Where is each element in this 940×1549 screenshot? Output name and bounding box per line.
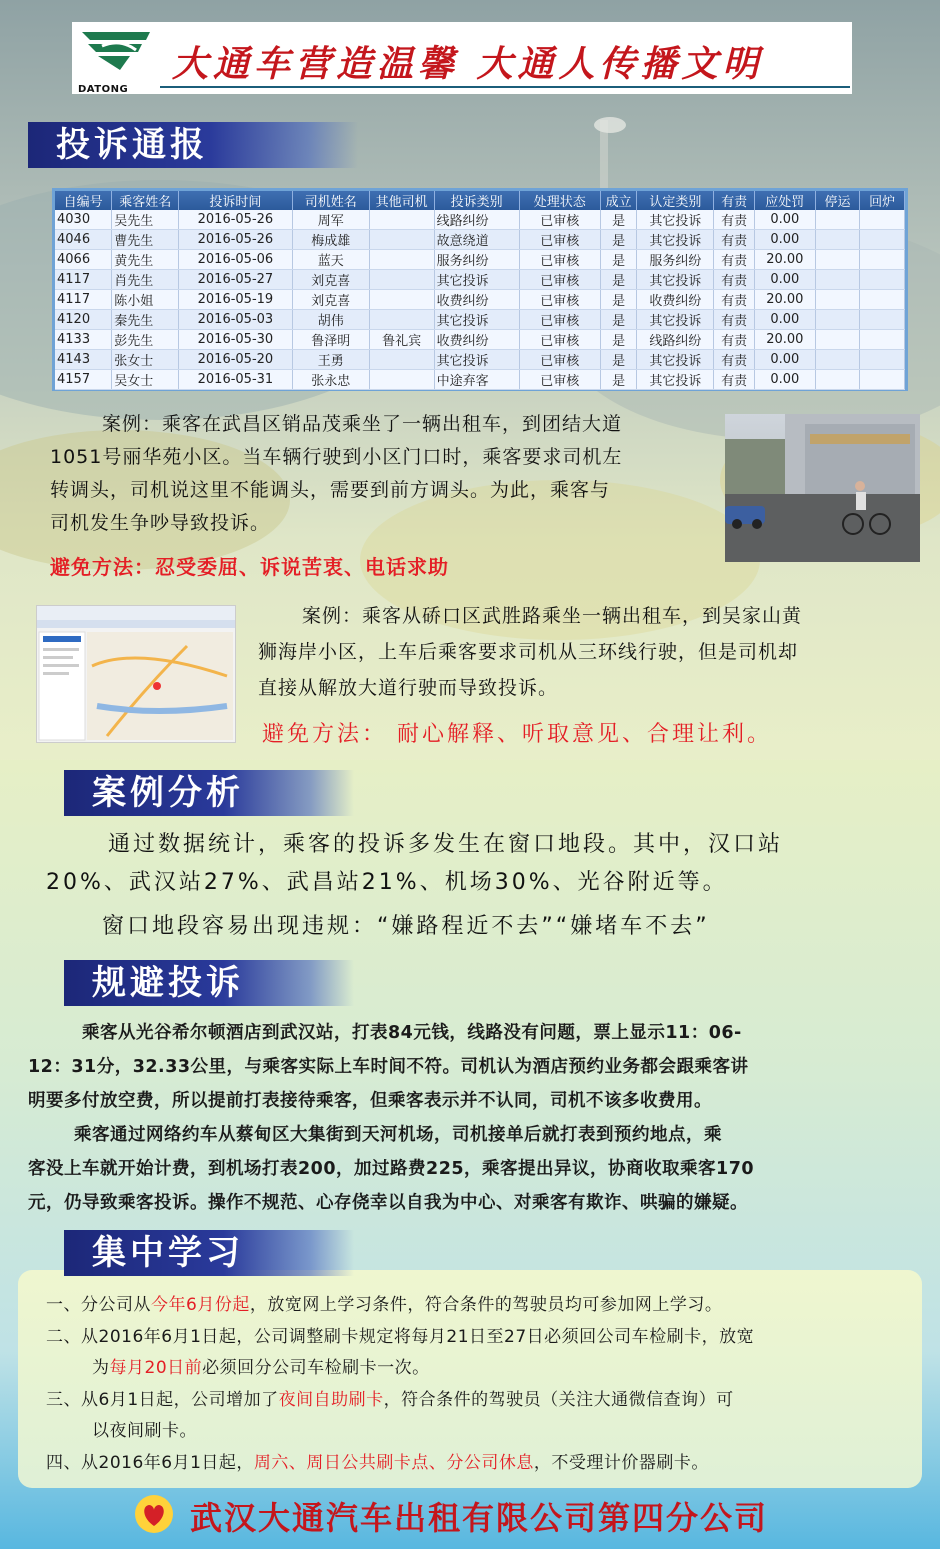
table-cell: 收费纠纷 [434,290,519,310]
table-row [55,230,905,250]
table-cell: 2016-05-26 [179,230,293,250]
table-cell: 秦先生 [112,310,179,330]
case1-line: 司机发生争吵导致投诉。 [50,512,271,534]
study-highlight: 今年6月份起 [151,1295,250,1315]
study-item-4 [46,1448,916,1480]
table-cell: 4117 [55,270,112,290]
header-slogan: 大通车营造温馨 大通人传播文明 [172,43,764,85]
table-cell: 2016-05-03 [179,310,293,330]
table-cell: 梅成雄 [292,230,369,250]
table-row [55,210,905,230]
complaint-table [52,188,908,391]
table-cell [860,290,905,310]
table-cell: 0.00 [754,350,815,370]
table-row [55,330,905,350]
study-highlight: 夜间自助刷卡 [278,1389,384,1410]
study-text: ，符合条件的驾驶员（关注大通微信查询）可 [383,1389,734,1410]
table-cell: 是 [600,330,636,350]
table-column-header: 司机姓名 [292,191,369,210]
study-highlight: 周六、周日公共刷卡点、分公司休息 [253,1452,534,1473]
table-cell [860,310,905,330]
table-cell: 20.00 [754,330,815,350]
table-cell: 是 [600,350,636,370]
study-item-2-cont [46,1353,916,1385]
company-emblem-icon [134,1494,174,1534]
table-cell [369,350,434,370]
table-cell: 0.00 [754,310,815,330]
table-column-header: 投诉时间 [179,191,293,210]
table-cell: 已审核 [519,350,600,370]
table-cell: 吴先生 [112,210,179,230]
table-cell [860,210,905,230]
table-cell: 已审核 [519,270,600,290]
avoid-line: 明要多付放空费，所以提前打表接待乘客，但乘客表示并不认同，司机不该多收费用。 [28,1091,712,1111]
study-text: 三、从6月1日起，公司增加了 [46,1389,279,1410]
analysis-line: 窗口地段容易出现违规：“嫌路程近不去”“嫌堵车不去” [102,914,710,939]
table-cell: 蓝天 [292,250,369,270]
table-cell: 其它投诉 [637,230,714,250]
table-cell: 4157 [55,370,112,390]
study-item-3-cont [46,1416,916,1448]
table-row [55,250,905,270]
avoid-line: 乘客从光谷希尔顿酒店到武汉站，打表84元钱，线路没有问题，票上显示11：06- [82,1023,742,1043]
study-item-3 [46,1385,916,1417]
table-cell: 故意绕道 [434,230,519,250]
table-cell: 4143 [55,350,112,370]
avoid-line: 客没上车就开始计费，到机场打表200，加过路费225，乘客提出异议，协商收取乘客170 [28,1159,755,1179]
table-cell: 其它投诉 [434,270,519,290]
table-cell: 有责 [714,210,755,230]
table-cell: 吴女士 [112,370,179,390]
table-cell: 有责 [714,310,755,330]
table-cell: 已审核 [519,250,600,270]
table-cell [860,270,905,290]
table-cell: 已审核 [519,210,600,230]
analysis-line: 20%、武汉站27%、武昌站21%、机场30%、光谷附近等。 [46,870,728,895]
table-cell [815,230,860,250]
table-cell: 2016-05-31 [179,370,293,390]
table-column-header: 投诉类别 [434,191,519,210]
case2-line: 案例：乘客从硚口区武胜路乘坐一辆出租车，到吴家山黄 [302,605,803,627]
table-column-header: 自编号 [55,191,112,210]
table-column-header: 乘客姓名 [112,191,179,210]
footer-company-name: 武汉大通汽车出租有限公司第四分公司 [190,1499,769,1537]
table-cell: 2016-05-19 [179,290,293,310]
table-cell: 其它投诉 [637,370,714,390]
avoid-line: 12：31分，32.33公里，与乘客实际上车时间不符。司机认为酒店预约业务都会跟乘客讲 [28,1057,749,1077]
study-item-1 [46,1290,916,1322]
table-row [55,350,905,370]
table-cell: 服务纠纷 [434,250,519,270]
study-text: 为 [92,1358,110,1378]
table-column-header: 其他司机 [369,191,434,210]
study-item-2 [46,1322,916,1354]
case2-tip: 避免方法： 耐心解释、听取意见、合理让利。 [262,722,772,747]
table-cell: 服务纠纷 [637,250,714,270]
table-row [55,290,905,310]
study-text: 必须回分公司车检刷卡一次。 [202,1358,430,1378]
street-photo [725,414,920,562]
table-cell: 鲁泽明 [292,330,369,350]
table-row [55,310,905,330]
table-cell: 是 [600,230,636,250]
table-cell: 20.00 [754,290,815,310]
table-cell: 已审核 [519,230,600,250]
map-screenshot [36,605,236,743]
table-cell: 线路纠纷 [637,330,714,350]
table-cell [860,250,905,270]
table-cell: 4117 [55,290,112,310]
table-cell [860,370,905,390]
table-column-header: 成立 [600,191,636,210]
table-cell: 刘克喜 [292,270,369,290]
table-cell: 线路纠纷 [434,210,519,230]
table-cell: 4120 [55,310,112,330]
table-cell: 20.00 [754,250,815,270]
study-text: 以夜间刷卡。 [92,1421,197,1441]
table-cell: 黄先生 [112,250,179,270]
table-column-header: 处理状态 [519,191,600,210]
table-cell [815,210,860,230]
table-cell [860,330,905,350]
table-cell: 刘克喜 [292,290,369,310]
table-cell: 4133 [55,330,112,350]
table-cell: 0.00 [754,370,815,390]
table-cell: 有责 [714,250,755,270]
table-cell: 有责 [714,290,755,310]
table-column-header: 认定类别 [637,191,714,210]
study-text: 四、从2016年6月1日起， [46,1452,254,1473]
table-row [55,270,905,290]
table-cell: 有责 [714,230,755,250]
case1-line: 案例：乘客在武昌区销品茂乘坐了一辆出租车，到团结大道 [102,413,623,435]
datong-logo-icon [80,28,152,72]
table-cell: 有责 [714,370,755,390]
table-cell: 其它投诉 [637,270,714,290]
section-title-complaints: 投诉通报 [28,122,358,168]
table-cell: 收费纠纷 [434,330,519,350]
table-cell: 其它投诉 [637,310,714,330]
table-cell: 2016-05-06 [179,250,293,270]
case1-line: 1051号丽华苑小区。当车辆行驶到小区门口时，乘客要求司机左 [50,446,623,468]
table-cell [815,250,860,270]
study-text: 一、分公司从 [46,1295,151,1315]
table-cell: 已审核 [519,290,600,310]
avoid-line: 乘客通过网络约车从蔡甸区大集街到天河机场，司机接单后就打表到预约地点，乘 [74,1125,722,1145]
case1-tip: 避免方法：忍受委屈、诉说苦衷、电话求助 [50,555,449,579]
table-cell [860,230,905,250]
avoid-line: 元，仍导致乘客投诉。操作不规范、心存侥幸以自我为中心、对乘客有欺诈、哄骗的嫌疑。 [28,1193,748,1213]
table-cell [860,350,905,370]
table-column-header: 回炉 [860,191,905,210]
table-cell [369,230,434,250]
table-column-header: 有责 [714,191,755,210]
table-cell: 是 [600,290,636,310]
table-cell: 4066 [55,250,112,270]
table-cell: 0.00 [754,210,815,230]
study-text: ，不受理计价器刷卡。 [533,1452,709,1473]
table-cell [369,250,434,270]
table-cell: 0.00 [754,230,815,250]
case2-line: 直接从解放大道行驶而导致投诉。 [258,677,559,699]
table-cell [815,330,860,350]
table-cell [815,290,860,310]
table-cell: 张女士 [112,350,179,370]
study-highlight: 每月20日前 [109,1358,203,1378]
table-cell: 中途弃客 [434,370,519,390]
table-cell: 有责 [714,350,755,370]
table-column-header: 停运 [815,191,860,210]
table-cell: 王勇 [292,350,369,370]
table-cell [369,310,434,330]
table-cell: 4046 [55,230,112,250]
table-cell: 其它投诉 [637,350,714,370]
table-cell: 是 [600,370,636,390]
table-cell: 有责 [714,270,755,290]
table-cell: 2016-05-26 [179,210,293,230]
analysis-line: 通过数据统计，乘客的投诉多发生在窗口地段。其中，汉口站 [108,832,784,857]
table-cell [369,290,434,310]
table-cell: 有责 [714,330,755,350]
case2-line: 狮海岸小区，上车后乘客要求司机从三环线行驶，但是司机却 [258,641,799,663]
table-cell: 收费纠纷 [637,290,714,310]
table-header-row [55,191,905,210]
table-column-header: 应处罚 [754,191,815,210]
table-cell: 是 [600,270,636,290]
section-title-analysis: 案例分析 [64,770,354,816]
table-cell: 2016-05-30 [179,330,293,350]
case1-text [50,408,722,540]
table-cell: 彭先生 [112,330,179,350]
table-cell: 胡伟 [292,310,369,330]
table-cell: 周军 [292,210,369,230]
table-cell: 张永忠 [292,370,369,390]
table-cell: 已审核 [519,330,600,350]
analysis-text [46,826,916,946]
table-cell: 是 [600,250,636,270]
table-cell: 其它投诉 [637,210,714,230]
section-title-avoid: 规避投诉 [64,960,354,1006]
table-cell: 其它投诉 [434,310,519,330]
table-cell [369,210,434,230]
table-cell [815,310,860,330]
table-row [55,370,905,390]
study-list [46,1290,916,1479]
table-cell [815,370,860,390]
table-cell: 陈小姐 [112,290,179,310]
logo-text: DATONG [78,84,129,95]
table-cell: 是 [600,210,636,230]
table-cell: 是 [600,310,636,330]
section-title-study: 集中学习 [64,1230,354,1276]
table-cell: 2016-05-27 [179,270,293,290]
table-cell: 鲁礼宾 [369,330,434,350]
case2-text [258,598,928,706]
table-cell: 0.00 [754,270,815,290]
table-cell [815,350,860,370]
table-cell [815,270,860,290]
table-cell: 肖先生 [112,270,179,290]
table-cell: 2016-05-20 [179,350,293,370]
table-cell: 已审核 [519,310,600,330]
table-cell: 曹先生 [112,230,179,250]
table-cell: 其它投诉 [434,350,519,370]
study-text: ，放宽网上学习条件，符合条件的驾驶员均可参加网上学习。 [249,1295,723,1315]
table-cell: 4030 [55,210,112,230]
table-cell [369,370,434,390]
avoid-text [28,1016,928,1220]
table-cell [369,270,434,290]
case1-line: 转调头，司机说这里不能调头，需要到前方调头。为此，乘客与 [50,479,611,501]
table-cell: 已审核 [519,370,600,390]
study-text: 二、从2016年6月1日起，公司调整刷卡规定将每月21日至27日必须回公司车检刷卡，放宽 [46,1326,755,1347]
